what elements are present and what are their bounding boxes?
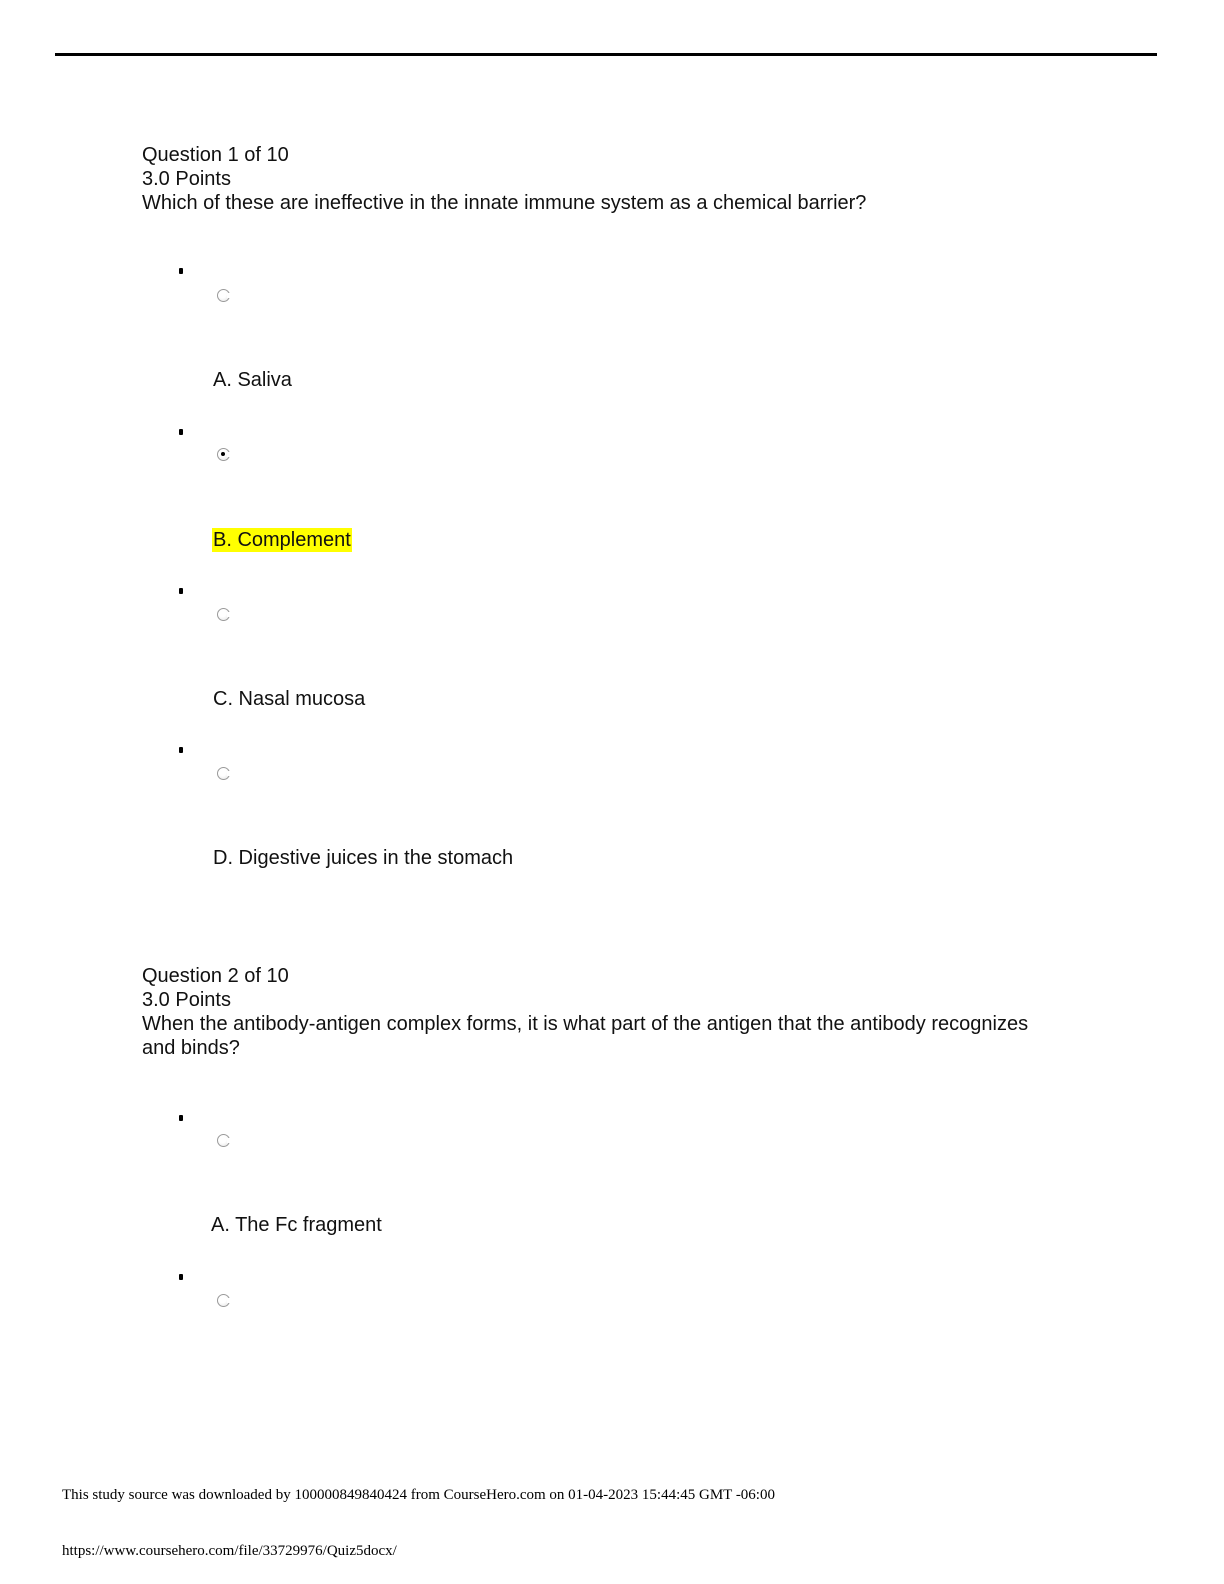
q1-option-d-label: D. Digestive juices in the stomach	[213, 847, 514, 869]
bullet-icon	[179, 1115, 183, 1121]
q1-option-a-label: A. Saliva	[213, 369, 292, 391]
question-1-points: 3.0 Points	[142, 168, 231, 190]
q2-option-b-radio[interactable]	[217, 1294, 230, 1307]
download-notice: This study source was downloaded by 100000849840424 from CourseHero.com on 01-04-2023 15:44:45 GMT -06:00	[62, 1487, 775, 1503]
bullet-icon	[179, 588, 183, 594]
bullet-icon	[179, 1274, 183, 1280]
source-url-link[interactable]: https://www.coursehero.com/file/33729976/Quiz5docx/	[62, 1543, 397, 1559]
question-2-number: Question 2 of 10	[142, 965, 289, 987]
q2-option-a-label: A. The Fc fragment	[211, 1214, 382, 1236]
question-2-header-block	[142, 964, 1082, 1060]
bullet-icon	[179, 268, 183, 274]
q1-option-a-radio[interactable]	[217, 289, 230, 302]
radio-selected-dot	[221, 452, 225, 456]
q1-option-d-radio[interactable]	[217, 767, 230, 780]
question-1-prompt: Which of these are ineffective in the innate immune system as a chemical barrier?	[142, 192, 867, 214]
q2-option-a-radio[interactable]	[217, 1134, 230, 1147]
q1-option-b-label: B. Complement	[213, 529, 351, 551]
q1-option-c-label: C. Nasal mucosa	[213, 688, 366, 710]
top-horizontal-rule	[55, 53, 1157, 56]
question-2-prompt-line-1: When the antibody-antigen complex forms, it is what part of the antigen that the antibody recognizes	[142, 1013, 1029, 1035]
question-1-header-block	[142, 143, 1082, 215]
question-2-points: 3.0 Points	[142, 989, 231, 1011]
bullet-icon	[179, 429, 183, 435]
bullet-icon	[179, 747, 183, 753]
question-1-number: Question 1 of 10	[142, 144, 289, 166]
question-2-prompt-line-2: and binds?	[142, 1037, 240, 1059]
q1-option-b-radio[interactable]	[217, 448, 230, 461]
q1-option-c-radio[interactable]	[217, 608, 230, 621]
